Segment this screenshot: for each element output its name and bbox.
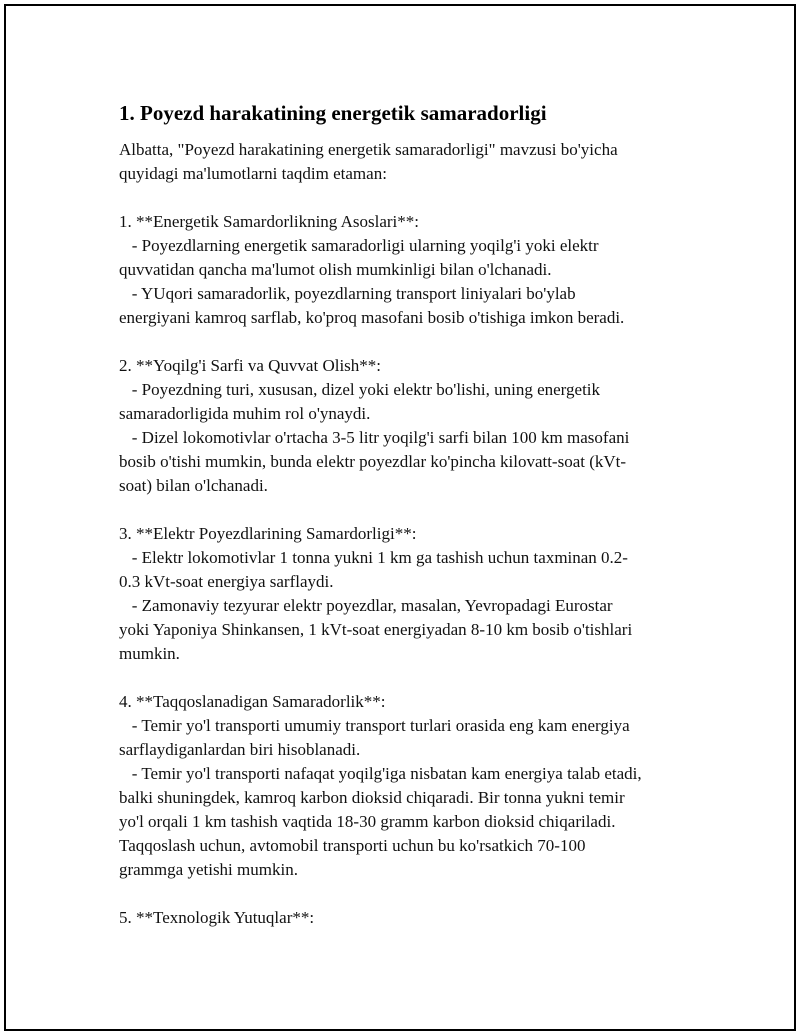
section-4-paragraph: 4. **Taqqoslanadigan Samaradorlik**: - Temir yo'l transporti umumiy transport turlari orasida eng kam energiya sarflaydiganlardan biri hisoblanadi. - Temir yo'l transporti nafaqat yoqilg'iga nisbatan kam energiya talab etadi, balki shuningdek, kamroq karbon dioksid chiqaradi. Bir tonna yukni temir yo'l orqali 1 km tashish vaqtida 18-30 gramm karbon dioksid chiqariladi. Taqqoslash uchun, avtomobil transporti uchun bu ko'rsatkich 70-100 grammga yetishi mumkin. bbox=[119, 692, 642, 879]
section-3-paragraph: 3. **Elektr Poyezdlarining Samardorligi**: - Elektr lokomotivlar 1 tonna yukni 1 km ga tashish uchun taxminan 0.2- 0.3 kVt-soat energiya sarflaydi. - Zamonaviy tezyurar elektr poyezdlar, masalan, Yevropadagi Eurostar yoki Yaponiya Shinkansen, 1 kVt-soat energiyadan 8-10 km bosib o'tishlari mumkin. bbox=[119, 524, 633, 663]
intro-paragraph: Albatta, "Poyezd harakatining energetik samaradorligi" mavzusi bo'yicha quyidagi ma'lumotlarni taqdim etaman: bbox=[119, 140, 618, 183]
section-2-paragraph: 2. **Yoqilg'i Sarfi va Quvvat Olish**: - Poyezdning turi, xususan, dizel yoki elektr bo'lishi, uning energetik samaradorligida muhim rol o'ynaydi. - Dizel lokomotivlar o'rtacha 3-5 litr yoqilg'i sarfi bilan 100 km masofani bosib o'tishi mumkin, bunda elektr poyezdlar ko'pincha kilovatt-soat (kVt- soat) bilan o'lchanadi. bbox=[119, 356, 630, 495]
page-frame bbox=[4, 4, 796, 1031]
section-5-heading: 5. **Texnologik Yutuqlar**: bbox=[119, 908, 315, 927]
document-body bbox=[119, 100, 709, 930]
section-1-paragraph: 1. **Energetik Samardorlikning Asoslari**: - Poyezdlarning energetik samaradorligi ularning yoqilg'i yoki elektr quvvatidan qancha ma'lumot olish mumkinligi bilan o'lchanadi. - YUqori samaradorlik, poyezdlarning transport liniyalari bo'ylab energiyani kamroq sarflab, ko'proq masofani bosib o'tishiga imkon beradi. bbox=[119, 212, 625, 327]
document-title: 1. Poyezd harakatining energetik samaradorligi bbox=[119, 101, 547, 125]
